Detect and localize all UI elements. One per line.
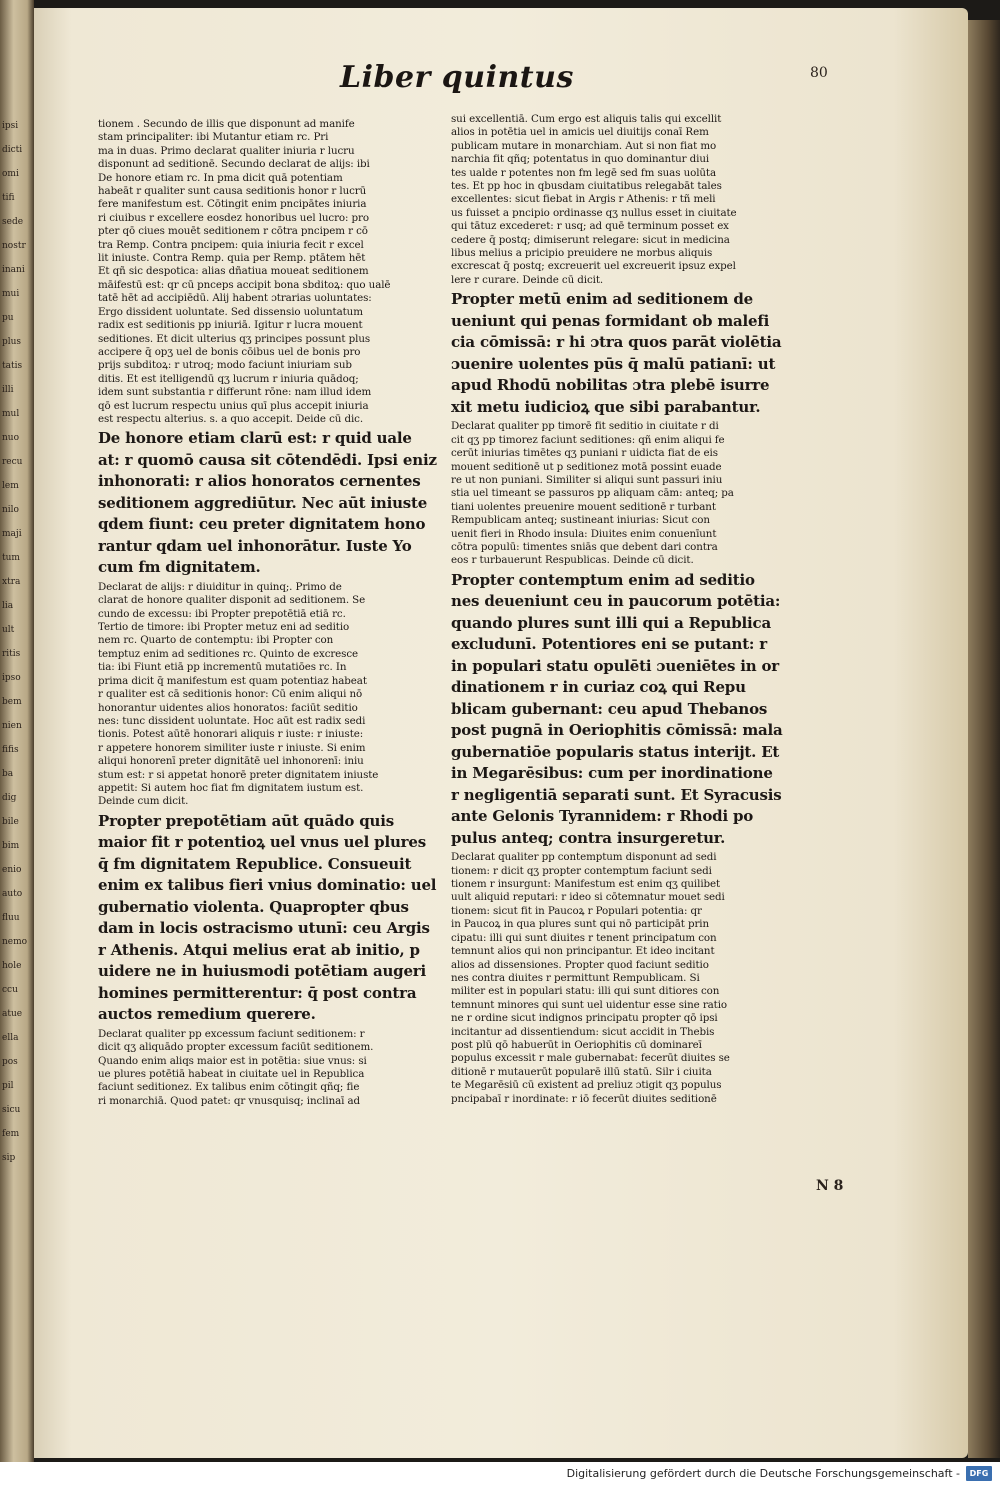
commentary-block: sui excellentiā. Cum ergo est aliquis talis qui excellit alios in potētia uel in amicis uel diuitijs conaī Rem publicam mutare in monarchiam. Aut si non fiat mo narchia fit qñq; potentatus in quo dominantur diui tes ualde r potentes non fm legē sed fm suas uolūta tes. Et pp hoc in qbusdam ciuitatibus relegabāt tales excellentes: sicut fiebat in Argis r Athenis: r tñ meli us fuisset a pncipio ordinasse qʒ nullus esset in ciuitate qui tātuz excederet: r usq; ad quē terminum posset ex cedere q̄ postq; dimiserunt relegare: sicut in medicina libus melius a pricipio preuidere ne morbus aliquis excrescat q̄ postq; excreuerit uel excreuerit ipsuz expel lere r curare. Deinde cū dicit. <box>451 113 737 286</box>
margin-fragment: plus <box>2 337 22 347</box>
margin-fragment: fluu <box>2 913 20 923</box>
margin-fragment: pil <box>2 1081 14 1091</box>
margin-fragment: tum <box>2 553 20 563</box>
margin-fragment: tatis <box>2 361 23 371</box>
footer-bar <box>0 1462 1000 1487</box>
commentary-block: Declarat de alijs: r diuiditur in quinq;. Primo de clarat de honore qualiter disponit ad seditionem. Se cundo de excessu: ibi Propter prepotētiā etiā rc. Tertio de timore: ibi Propter metuz eni ad seditio nem rc. Quarto de contemptu: ibi Propter con temptuz enim ad seditiones rc. Quinto de excresce tia: ibi Fiunt etiā pp incrementū mutatiōes rc. In prima dicit q̄ manifestum est quam potentiaz habeat r qualiter est cā seditionis honor: Cū enim aliqui nō honorantur uidentes alios honoratos: faciūt seditio nes: tunc dissident uoluntate. Hoc aūt est radix sedi tionis. Potest aūtē honorari aliquis r iuste: r iniuste: r appetere honorem similiter iuste r iniuste. Si enim aliqui honorenī preter dignitātē uel inhonorenī: iniu stum est: r si appetat honorē preter dignitatem iniuste appetit: Si autem hoc fiat fm dignitatem iustum est. Deinde cum dicit. <box>98 580 379 808</box>
margin-fragment: dig <box>2 793 17 803</box>
margin-fragment: lia <box>2 601 14 611</box>
margin-fragment: hole <box>2 961 22 971</box>
margin-fragment: sede <box>2 217 24 227</box>
footer-credit: Digitalisierung gefördert durch die Deutsche Forschungsgemeinschaft - <box>566 1467 960 1480</box>
margin-fragment: sip <box>2 1153 16 1163</box>
margin-fragment: xtra <box>2 577 21 587</box>
margin-fragment: bile <box>2 817 19 827</box>
right-column <box>451 113 831 1106</box>
margin-fragment: fem <box>2 1129 20 1139</box>
main-text-block: De honore etiam clarū est: r quid uale at: r quomō causa sit cōtendēdi. Ipsi eniz inhonorati: r alios honoratos cernentes seditionem aggrediūtur. Nec aūt iniuste qdem fiunt: ceu preter dignitatem hono rantur qdam uel inhonorātur. Iuste Yo cum fm dignitatem. <box>98 429 437 577</box>
commentary-block: Declarat qualiter pp excessum faciunt seditionem: r dicit qʒ aliquādo propter excessum faciūt seditionem. Quando enim aliqs maior est in potētia: siue vnus: si ue plures potētiā habeat in ciuitate uel in Republica faciunt seditionez. Ex talibus enim cōtingit qñq; fie ri monarchiā. Quod patet: qr vnusquisq; inclinaī ad <box>98 1027 374 1107</box>
margin-fragment: mul <box>2 409 20 419</box>
margin-fragment: nostr <box>2 241 26 251</box>
margin-fragment: ult <box>2 625 15 635</box>
margin-fragment: enio <box>2 865 22 875</box>
margin-fragment: pos <box>2 1057 18 1067</box>
signature-mark: N 8 <box>816 1178 844 1194</box>
margin-fragment: sicu <box>2 1105 21 1115</box>
margin-fragment: inani <box>2 265 25 275</box>
margin-fragment: nemo <box>2 937 28 947</box>
running-title: Liber quintus <box>340 60 574 95</box>
commentary-block: Declarat qualiter pp timorē fit seditio in ciuitate r di cit qʒ pp timorez faciunt seditiones: qñ enim aliqui fe cerūt iniurias timētes qʒ puniani r uidicta fiat de eis mouent seditionē ut p seditionez motā possint euade re ut non puniani. Similiter si aliqui sunt passuri iniu stia uel timeant se passuros pp aliquam cām: anteq; pa tiani uolentes preuenire mouent seditionē r turbant Rempublicam anteq; sustineant iniurias: Sicut con uenit fieri in Rhodo insula: Diuites enim conuenīunt cōtra populū: timentes sniās que debent dari contra eos r turbauerunt Respublicas. Deinde cū dicit. <box>451 420 734 567</box>
left-page-edge <box>0 0 34 1487</box>
margin-fragment: recu <box>2 457 23 467</box>
main-text-block: Propter contemptum enim ad seditio nes deueniunt ceu in paucorum potētia: quando plures sunt illi qui a Republica excludunī. Potentiores eni se putant: r in populari statu opulēti ɔueniētes in or dinationem r in curiaz coꝝ qui Repu blicam gubernant: ceu apud Thebanos post pugnā in Oeriophitis cōmissā: mala gubernatiōe popularis status interijt. Et in Megarēsibus: cum per inordinatione r negligentiā separati sunt. Et Syracusis ante Gelonis Tyrannidem: r Rhodi po pulus anteq; contra insurgeretur. <box>451 570 783 847</box>
margin-fragment: ritis <box>2 649 21 659</box>
margin-fragment: nien <box>2 721 22 731</box>
margin-fragment: bem <box>2 697 22 707</box>
margin-fragment: nuo <box>2 433 20 443</box>
margin-fragment: mui <box>2 289 20 299</box>
margin-fragment: atue <box>2 1009 23 1019</box>
commentary-block: Declarat qualiter pp contemptum disponunt ad sedi tionem: r dicit qʒ propter contemptum faciunt sedi tionem r insurgunt: Manifestum est enim qʒ quilibet uult aliquid reputari: r ideo si cōtemnatur mouet sedi tionem: sicut fit in Paucoꝝ r Populari potentia: qr in Paucoꝝ in qua plures sunt qui nō participāt prin cipatu: illi qui sunt diuites r tenent principatum con temnunt alios qui non principantur. Et ideo incitant alios ad dissensiones. Propter quod faciunt seditio nes contra diuites r permittunt Rempublicam. Si militer est in populari statu: illi qui sunt ditiores con temnunt minores qui sunt uel uidentur esse sine ratio ne r ordine sicut indignos principatu propter qō ipsi incitantur ad dissentiendum: sicut accidit in Thebis post plū qō habuerūt in Oeriophitis cū dominareī populus excessit r male gubernabat: fecerūt diuites se ditionē r mutauerūt popularē illū statū. Silr i ciuita te Megarēsiū cū existent ad preliuz ɔtigit qʒ populus pncipabaī r inordinate: r iō fecerūt diuites seditionē <box>451 851 730 1105</box>
main-text-block: Propter metū enim ad seditionem de ueniunt qui penas formidant ob malefi cia cōmissā: r hi ɔtra quos parāt violētia ɔuenire uolentes pūs q̄ malū patianī: ut apud Rhodū nobilitas ɔtra plebē isurre xit metu iudicioꝝ que sibi parabantur. <box>451 290 782 416</box>
dfg-logo: DFG <box>966 1466 992 1481</box>
margin-fragment: illi <box>2 385 14 395</box>
folio-number: 80 <box>810 65 828 81</box>
margin-fragment: maji <box>2 529 22 539</box>
margin-fragment: ella <box>2 1033 19 1043</box>
margin-fragment: ipso <box>2 673 21 683</box>
margin-fragment: dicti <box>2 145 23 155</box>
margin-fragment: nilo <box>2 505 19 515</box>
margin-fragment: auto <box>2 889 23 899</box>
margin-fragment: bim <box>2 841 20 851</box>
margin-fragment: ipsi <box>2 121 19 131</box>
margin-fragment: tifi <box>2 193 15 203</box>
margin-fragment: omi <box>2 169 19 179</box>
left-column <box>98 118 464 1108</box>
book-page <box>34 8 968 1458</box>
margin-fragment: pu <box>2 313 14 323</box>
margin-fragment: ba <box>2 769 14 779</box>
commentary-block: tionem . Secundo de illis que disponunt ad manife stam principaliter: ibi Mutantur etiam rc. Pri ma in duas. Primo declarat qualiter iniuria r lucru disponunt ad seditionē. Secundo declarat de alijs: ibi De honore etiam rc. In pma dicit quā potentiam habeāt r qualiter sunt causa seditionis honor r lucrū fere manifestum est. Cōtingit enim pncipātes iniuria ri ciuibus r excellere eosdez honoribus uel lucro: pro pter qō ciues mouēt seditionem r cōtra pncipem r cō tra Remp. Contra pncipem: quia iniuria fecit r excel lit iniuste. Contra Remp. quia per Remp. ptātem hēt Et qñ sic despotica: alias dñatiua moueat seditionem māifestū est: qr cū pnceps accipit bona sbditoꝝ: quo ualē tatē hēt ad accipiēdū. Alij habent ɔtrarias uoluntates: Ergo dissident uoluntate. Sed dissensio uoluntatum radix est seditionis pp iniuriā. Igitur r lucra mouent seditiones. Et dicit ulterius qʒ principes possunt plus accipere q̄ opʒ uel de bonis cōibus uel de bonis pro prijs subditoꝝ: r utroq; modo faciunt iniuriam sub ditis. Et est itelligendū qʒ lucrum r iniuria quādoq; idem sunt substantia r differunt rōne: nam illud idem qō est lucrum respectu unius quī plus accepit iniuria est respectu alterius. s. a quo accepit. Deide cū dic. <box>98 118 391 425</box>
margin-fragment: ccu <box>2 985 18 995</box>
margin-fragment: fifis <box>2 745 19 755</box>
right-page-edge <box>968 20 1000 1458</box>
main-text-block: Propter prepotētiam aūt quādo quis maior fit r potentioꝝ uel vnus uel plures q̄ fm dignitatem Republice. Consueuit enim ex talibus fieri vnius dominatio: uel gubernatio violenta. Quapropter qbus dam in locis ostracismo utunī: ceu Argis r Athenis. Atqui melius erat ab initio, p uidere ne in huiusmodi potētiam augeri homines permitterentur: q̄ post contra auctos remedium querere. <box>98 811 437 1024</box>
margin-fragment: lem <box>2 481 19 491</box>
